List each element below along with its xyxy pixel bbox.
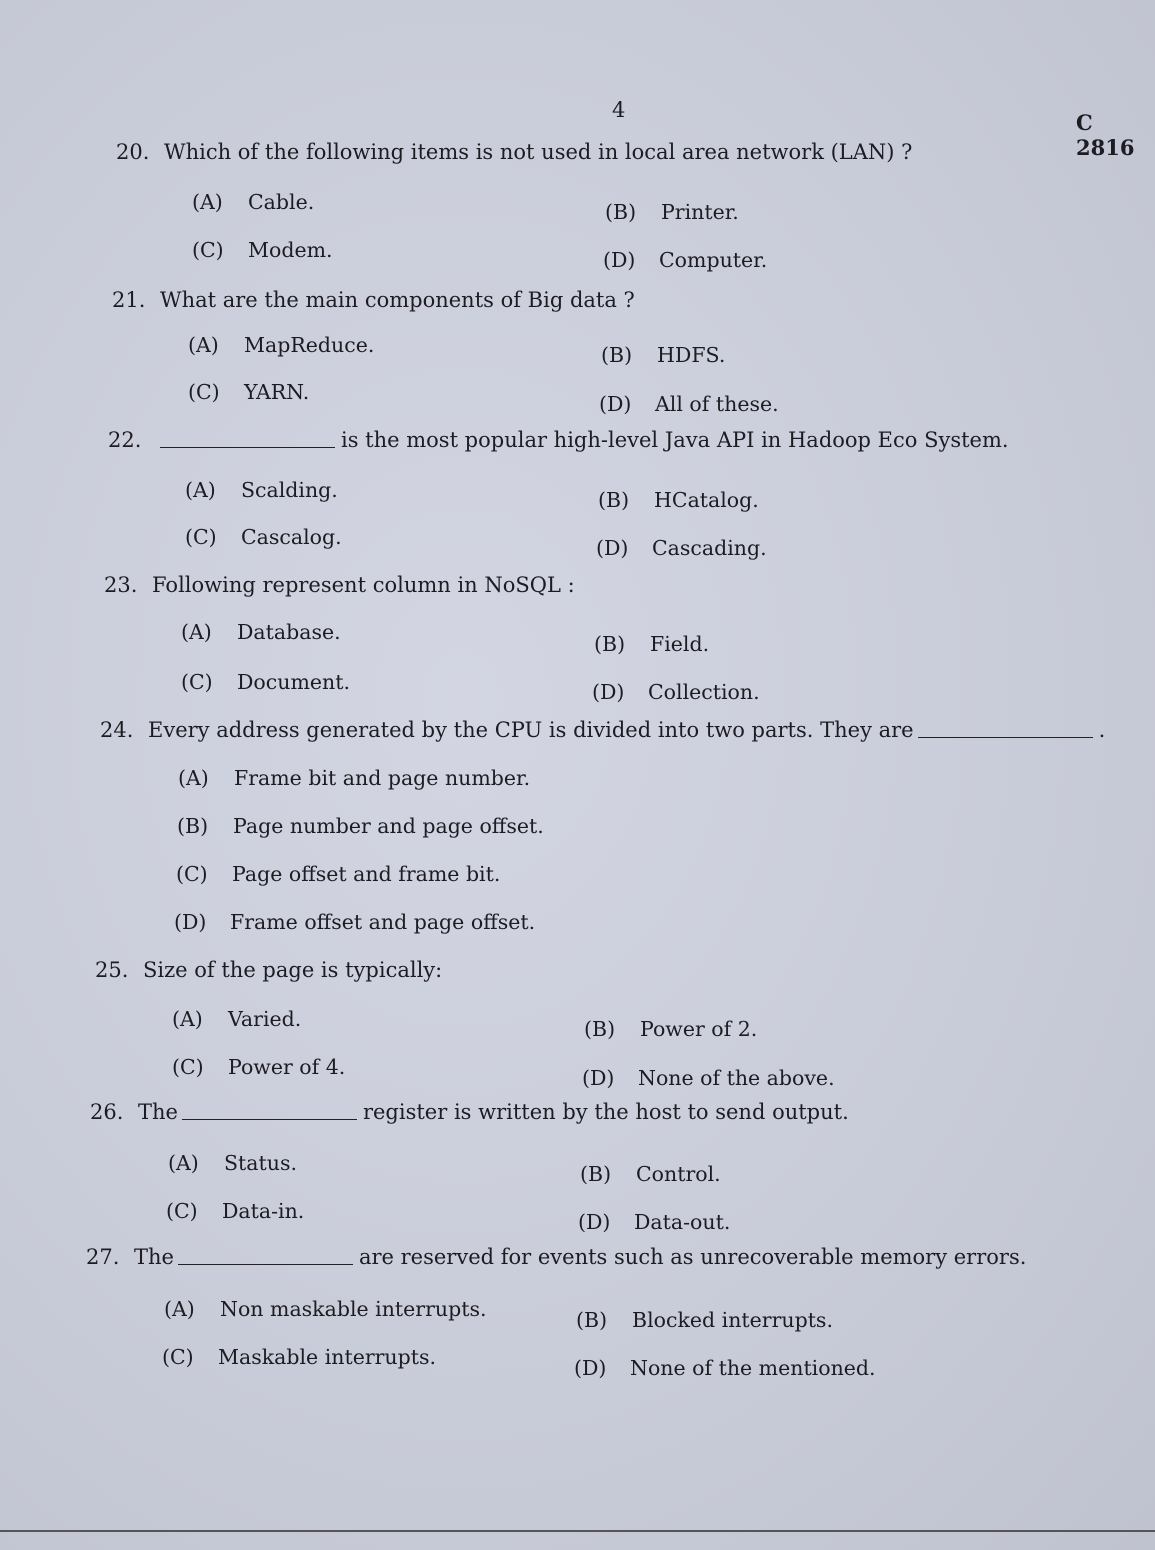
option-c xyxy=(181,670,350,694)
option-b xyxy=(580,1162,721,1186)
option-b xyxy=(598,488,759,512)
option-c xyxy=(176,862,500,886)
option-label: (A) xyxy=(164,1297,195,1321)
option-text: Control. xyxy=(636,1162,721,1186)
option-text: Page number and page offset. xyxy=(233,814,544,838)
question-number: 27. xyxy=(86,1245,120,1269)
option-label: (A) xyxy=(178,766,209,790)
option-b xyxy=(584,1017,757,1041)
option-text: MapReduce. xyxy=(244,333,375,357)
question-number: 23. xyxy=(104,573,138,597)
option-text: Non maskable interrupts. xyxy=(220,1297,487,1321)
option-label: (D) xyxy=(174,910,207,934)
question-text: Following represent column in NoSQL : xyxy=(152,573,575,597)
question-number: 25. xyxy=(95,958,129,982)
option-label: (A) xyxy=(188,333,219,357)
option-label: (C) xyxy=(166,1199,198,1223)
option-text: Blocked interrupts. xyxy=(632,1308,833,1332)
option-text: Modem. xyxy=(248,238,333,262)
option-text: None of the above. xyxy=(638,1066,835,1090)
option-text: Cable. xyxy=(248,190,315,214)
option-text: Cascading. xyxy=(652,536,767,560)
option-text: Frame bit and page number. xyxy=(234,766,531,790)
page-number: 4 xyxy=(612,98,626,122)
option-label: (B) xyxy=(580,1162,612,1186)
option-label: (A) xyxy=(172,1007,203,1031)
question-20 xyxy=(116,140,912,164)
question-text: The xyxy=(134,1245,174,1269)
option-text: Maskable interrupts. xyxy=(218,1345,437,1369)
option-label: (C) xyxy=(162,1345,194,1369)
option-b xyxy=(601,343,725,367)
question-text: Which of the following items is not used in local area network (LAN) ? xyxy=(164,140,913,164)
question-27 xyxy=(86,1245,1026,1269)
option-d xyxy=(578,1210,730,1234)
option-b xyxy=(594,632,709,656)
option-a xyxy=(168,1151,297,1175)
question-text-after-blank: register is written by the host to send output. xyxy=(362,1100,849,1124)
paper-code: C 2816 xyxy=(1076,110,1135,160)
option-label: (B) xyxy=(598,488,630,512)
option-text: Collection. xyxy=(648,680,760,704)
option-label: (D) xyxy=(582,1066,615,1090)
question-text: Every address generated by the CPU is divided into two parts. They are xyxy=(148,718,914,742)
option-a xyxy=(185,478,338,502)
question-24 xyxy=(100,718,1105,742)
option-label: (D) xyxy=(592,680,625,704)
option-text: All of these. xyxy=(655,392,779,416)
question-22 xyxy=(108,428,1009,452)
option-label: (B) xyxy=(584,1017,616,1041)
option-text: Document. xyxy=(237,670,350,694)
option-a xyxy=(181,620,341,644)
option-label: (C) xyxy=(185,525,217,549)
option-text: None of the mentioned. xyxy=(630,1356,876,1380)
option-a xyxy=(188,333,374,357)
option-text: Printer. xyxy=(661,200,739,224)
option-text: Power of 2. xyxy=(640,1017,758,1041)
bottom-rule xyxy=(0,1530,1155,1532)
option-text: Power of 4. xyxy=(228,1055,346,1079)
option-a xyxy=(192,190,314,214)
option-d xyxy=(599,392,779,416)
option-d xyxy=(596,536,767,560)
option-d xyxy=(603,248,767,272)
option-b xyxy=(576,1308,833,1332)
option-d xyxy=(574,1356,876,1380)
question-21 xyxy=(112,288,635,312)
option-label: (A) xyxy=(192,190,223,214)
question-25 xyxy=(95,958,442,982)
option-label: (C) xyxy=(176,862,208,886)
option-label: (C) xyxy=(181,670,213,694)
question-text: What are the main components of Big data ? xyxy=(160,288,635,312)
option-b xyxy=(177,814,544,838)
question-26 xyxy=(90,1100,849,1124)
option-label: (D) xyxy=(596,536,629,560)
question-number: 22. xyxy=(108,428,142,452)
option-label: (D) xyxy=(603,248,636,272)
option-label: (C) xyxy=(192,238,224,262)
option-label: (B) xyxy=(601,343,633,367)
option-label: (D) xyxy=(599,392,632,416)
question-number: 26. xyxy=(90,1100,124,1124)
question-text: The xyxy=(138,1100,178,1124)
option-text: Frame offset and page offset. xyxy=(230,910,536,934)
option-text: Database. xyxy=(237,620,341,644)
option-label: (A) xyxy=(185,478,216,502)
option-label: (B) xyxy=(576,1308,608,1332)
option-c xyxy=(172,1055,345,1079)
option-text: Data-in. xyxy=(222,1199,305,1223)
option-c xyxy=(185,525,342,549)
option-label: (C) xyxy=(188,380,220,404)
option-label: (A) xyxy=(168,1151,199,1175)
option-text: Data-out. xyxy=(634,1210,731,1234)
option-text: Computer. xyxy=(659,248,768,272)
option-c xyxy=(162,1345,436,1369)
fill-in-blank xyxy=(160,447,335,448)
option-text: HDFS. xyxy=(657,343,726,367)
option-d xyxy=(174,910,535,934)
option-d xyxy=(582,1066,835,1090)
option-text: Status. xyxy=(224,1151,297,1175)
option-text: YARN. xyxy=(244,380,310,404)
question-text-after-blank: . xyxy=(1098,718,1106,742)
option-a xyxy=(164,1297,486,1321)
option-d xyxy=(592,680,760,704)
fill-in-blank xyxy=(178,1264,353,1265)
question-text-after-blank: are reserved for events such as unrecoverable memory errors. xyxy=(358,1245,1027,1269)
option-label: (B) xyxy=(594,632,626,656)
option-text: HCatalog. xyxy=(654,488,759,512)
question-23 xyxy=(104,573,575,597)
option-text: Page offset and frame bit. xyxy=(232,862,501,886)
option-a xyxy=(172,1007,301,1031)
question-text: Size of the page is typically: xyxy=(143,958,443,982)
option-b xyxy=(605,200,739,224)
fill-in-blank xyxy=(182,1119,357,1120)
option-label: (B) xyxy=(177,814,209,838)
option-c xyxy=(166,1199,304,1223)
option-c xyxy=(188,380,309,404)
option-text: Varied. xyxy=(228,1007,302,1031)
option-a xyxy=(178,766,530,790)
option-c xyxy=(192,238,333,262)
fill-in-blank xyxy=(918,737,1093,738)
option-text: Cascalog. xyxy=(241,525,342,549)
option-text: Field. xyxy=(650,632,710,656)
question-number: 24. xyxy=(100,718,134,742)
option-label: (D) xyxy=(574,1356,607,1380)
option-label: (B) xyxy=(605,200,637,224)
question-text-after-blank: is the most popular high-level Java API in Hadoop Eco System. xyxy=(341,428,1009,452)
option-label: (C) xyxy=(172,1055,204,1079)
option-text: Scalding. xyxy=(241,478,338,502)
option-label: (A) xyxy=(181,620,212,644)
option-label: (D) xyxy=(578,1210,611,1234)
question-number: 20. xyxy=(116,140,150,164)
question-number: 21. xyxy=(112,288,146,312)
